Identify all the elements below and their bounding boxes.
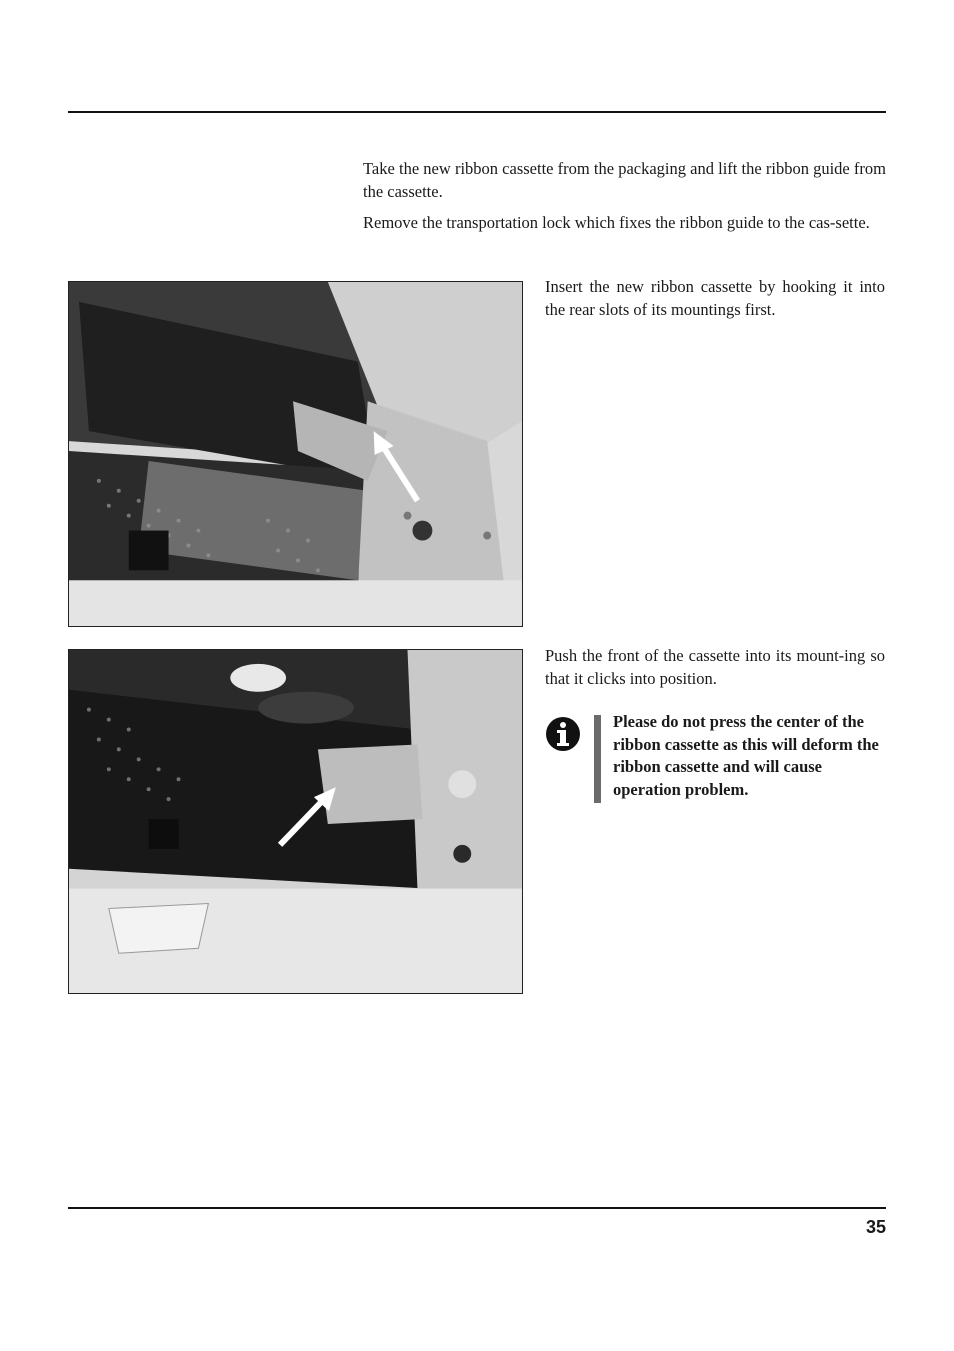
printer-photo-1 [69,282,522,626]
note-text: Please do not press the center of the ribbon cassette as this will deform the ribbon cassette and will cause operation problem. [613,712,879,799]
info-icon [545,716,581,752]
note-bar [594,715,601,803]
photo-insert-cassette [68,281,523,627]
footer-rule [68,1207,886,1209]
step2-text: Push the front of the cassette into its mount-ing so that it clicks into position. [545,646,885,688]
step1-text: Insert the new ribbon cassette by hooking it into the rear slots of its mountings first. [545,277,885,319]
printer-photo-2 [69,650,522,993]
intro-paragraph-2: Remove the transportation lock which fixes the ribbon guide to the cas-sette. [363,213,870,232]
page-number: 35 [865,1217,886,1237]
photo-push-cassette [68,649,523,994]
header-rule [68,111,886,113]
intro-paragraph-1: Take the new ribbon cassette from the packaging and lift the ribbon guide from the cassette. [363,159,886,201]
